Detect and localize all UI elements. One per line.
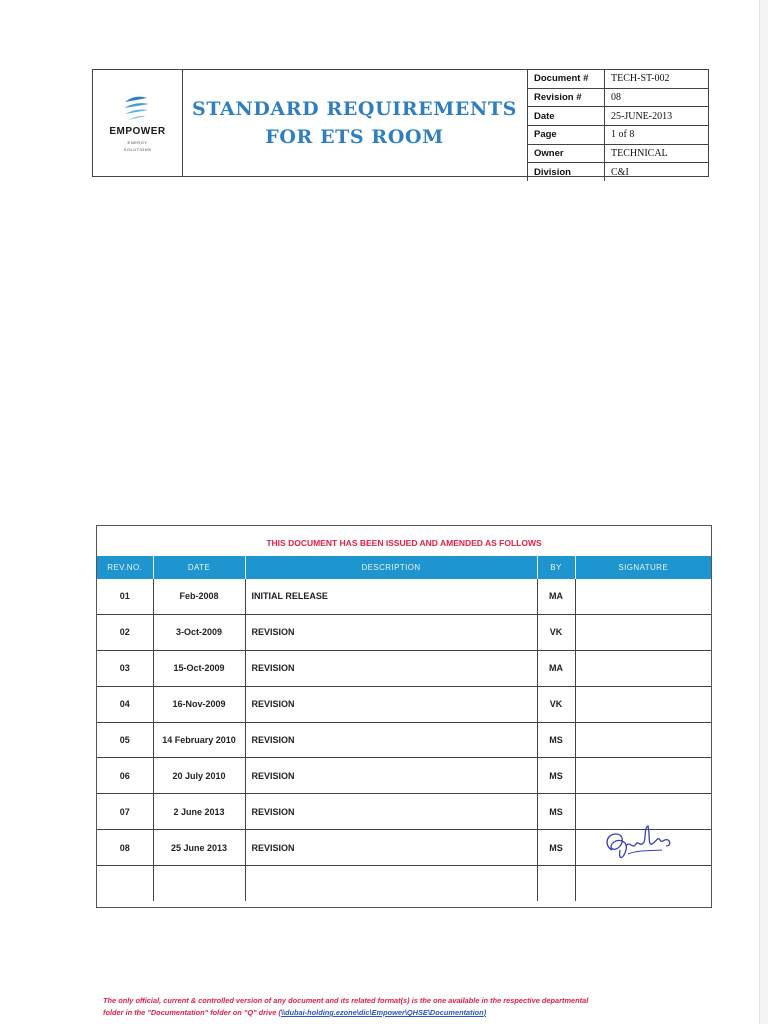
meta-value: C&I bbox=[605, 163, 709, 181]
meta-row bbox=[528, 163, 709, 181]
rev-no-cell bbox=[97, 866, 153, 901]
col-header-by: BY bbox=[537, 556, 575, 579]
meta-key: Date bbox=[528, 107, 605, 126]
meta-row bbox=[528, 126, 709, 145]
rev-description-cell: REVISION bbox=[245, 614, 537, 650]
title-line-2: FOR ETS ROOM bbox=[265, 126, 444, 148]
rev-no-cell: 04 bbox=[97, 686, 153, 722]
meta-value: 08 bbox=[605, 88, 709, 107]
rev-by-cell: MS bbox=[537, 758, 575, 794]
meta-row bbox=[528, 88, 709, 107]
meta-value: 1 of 8 bbox=[605, 126, 709, 145]
rev-date-cell: 14 February 2010 bbox=[153, 722, 245, 758]
rev-description-cell: REVISION bbox=[245, 794, 537, 830]
notice-text: The only official, current & controlled version of any document and its related format(s) is the one available in the respective departmental bbox=[103, 996, 589, 1005]
rev-no-cell: 02 bbox=[97, 614, 153, 650]
control-notice bbox=[103, 995, 703, 1019]
rev-no-cell: 06 bbox=[97, 758, 153, 794]
company-logo bbox=[93, 70, 183, 176]
rev-by-cell: VK bbox=[537, 686, 575, 722]
meta-key: Division bbox=[528, 163, 605, 181]
rev-by-cell: VK bbox=[537, 614, 575, 650]
rev-by-cell bbox=[537, 866, 575, 901]
meta-value: 25-JUNE-2013 bbox=[605, 107, 709, 126]
rev-description-cell: REVISION bbox=[245, 830, 537, 866]
meta-row bbox=[528, 144, 709, 163]
rev-by-cell: MA bbox=[537, 579, 575, 614]
rev-no-cell: 08 bbox=[97, 830, 153, 866]
table-row bbox=[97, 758, 711, 794]
empower-logo-icon bbox=[119, 92, 153, 126]
rev-description-cell: INITIAL RELEASE bbox=[245, 579, 537, 614]
revision-caption: THIS DOCUMENT HAS BEEN ISSUED AND AMENDED AS FOLLOWS bbox=[266, 538, 542, 548]
rev-description-cell: REVISION bbox=[245, 650, 537, 686]
document-title bbox=[182, 70, 528, 176]
document-meta-table bbox=[527, 70, 708, 181]
rev-signature-cell bbox=[575, 830, 711, 866]
rev-date-cell: 2 June 2013 bbox=[153, 794, 245, 830]
rev-no-cell: 07 bbox=[97, 794, 153, 830]
page-edge bbox=[759, 0, 768, 1024]
table-row bbox=[97, 686, 711, 722]
meta-key: Document # bbox=[528, 70, 605, 88]
table-row bbox=[97, 722, 711, 758]
col-header-description: DESCRIPTION bbox=[245, 556, 537, 579]
rev-date-cell bbox=[153, 866, 245, 901]
logo-wordmark: EMPOWER bbox=[109, 126, 166, 137]
rev-no-cell: 03 bbox=[97, 650, 153, 686]
table-row bbox=[97, 830, 711, 866]
meta-key: Page bbox=[528, 126, 605, 145]
table-row bbox=[97, 579, 711, 614]
rev-date-cell: 25 June 2013 bbox=[153, 830, 245, 866]
rev-no-cell: 01 bbox=[97, 579, 153, 614]
revision-history bbox=[96, 525, 712, 908]
meta-row bbox=[528, 107, 709, 126]
rev-signature-cell bbox=[575, 758, 711, 794]
logo-subline: SOLUTIONS bbox=[123, 147, 152, 152]
rev-signature-cell bbox=[575, 579, 711, 614]
rev-by-cell: MS bbox=[537, 722, 575, 758]
rev-date-cell: Feb-2008 bbox=[153, 579, 245, 614]
rev-description-cell bbox=[245, 866, 537, 901]
revision-header-row bbox=[97, 556, 711, 579]
rev-by-cell: MS bbox=[537, 794, 575, 830]
rev-signature-cell bbox=[575, 722, 711, 758]
documentation-path-link[interactable]: \\dubai-holding.ezone\dic\Empower\QHSE\Documentation bbox=[280, 1008, 484, 1017]
meta-key: Owner bbox=[528, 144, 605, 163]
rev-date-cell: 15-Oct-2009 bbox=[153, 650, 245, 686]
handwritten-signature bbox=[598, 820, 676, 868]
rev-description-cell: REVISION bbox=[245, 686, 537, 722]
rev-signature-cell bbox=[575, 614, 711, 650]
revision-table bbox=[97, 556, 711, 901]
rev-date-cell: 20 July 2010 bbox=[153, 758, 245, 794]
rev-description-cell: REVISION bbox=[245, 722, 537, 758]
document-header bbox=[92, 69, 709, 177]
logo-subline: ENERGY bbox=[127, 140, 148, 145]
rev-signature-cell bbox=[575, 686, 711, 722]
rev-no-cell: 05 bbox=[97, 722, 153, 758]
col-header-rev-no: REV.NO. bbox=[97, 556, 153, 579]
table-row bbox=[97, 614, 711, 650]
meta-row bbox=[528, 70, 709, 88]
rev-signature-cell bbox=[575, 866, 711, 901]
col-header-date: DATE bbox=[153, 556, 245, 579]
col-header-signature: SIGNATURE bbox=[575, 556, 711, 579]
meta-value: TECHNICAL bbox=[605, 144, 709, 163]
table-row bbox=[97, 650, 711, 686]
rev-date-cell: 3-Oct-2009 bbox=[153, 614, 245, 650]
meta-value: TECH-ST-002 bbox=[605, 70, 709, 88]
notice-text: ) bbox=[483, 1008, 487, 1017]
title-line-1: STANDARD REQUIREMENTS bbox=[192, 98, 517, 120]
table-row bbox=[97, 866, 711, 901]
meta-key: Revision # bbox=[528, 88, 605, 107]
rev-by-cell: MS bbox=[537, 830, 575, 866]
rev-description-cell: REVISION bbox=[245, 758, 537, 794]
notice-text: folder in the "Documentation" folder on "Q" drive ( bbox=[103, 1008, 281, 1017]
rev-signature-cell bbox=[575, 650, 711, 686]
rev-by-cell: MA bbox=[537, 650, 575, 686]
rev-date-cell: 16-Nov-2009 bbox=[153, 686, 245, 722]
